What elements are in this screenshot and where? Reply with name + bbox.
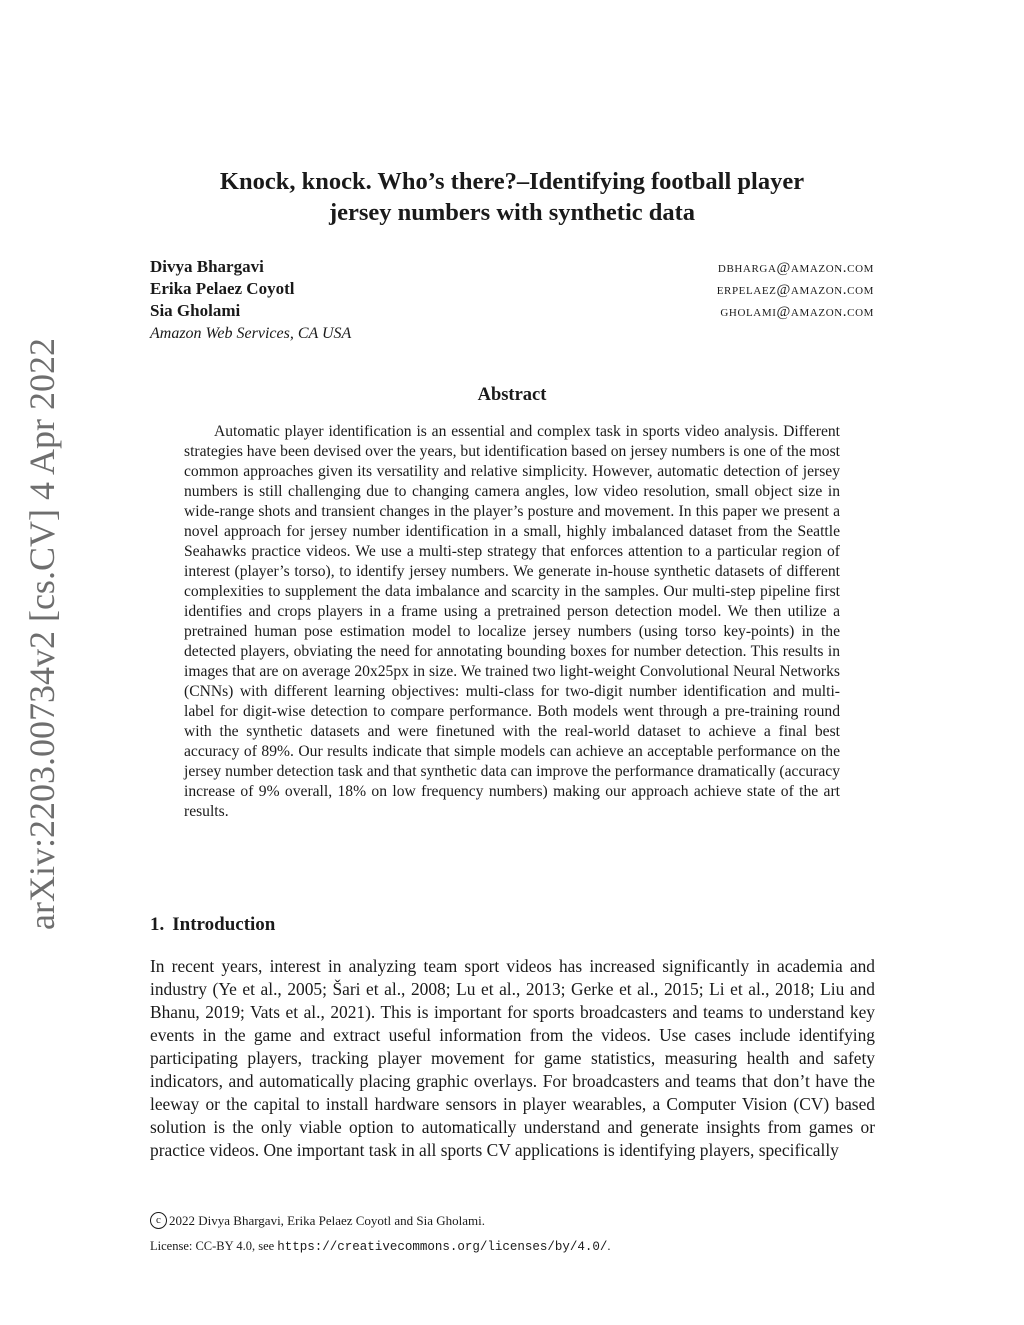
license-prefix: License: CC-BY 4.0, see — [150, 1239, 278, 1253]
author-row — [150, 257, 874, 279]
abstract-heading: Abstract — [477, 385, 547, 405]
title-line-1: Knock, knock. Who’s there?–Identifying football player — [219, 168, 805, 195]
author-block — [150, 257, 874, 343]
author-name: Divya Bhargavi — [150, 257, 264, 276]
copyright-icon: c — [150, 1212, 167, 1229]
license-suffix: . — [607, 1239, 611, 1253]
copyright-line — [150, 1212, 874, 1229]
license-line — [150, 1239, 874, 1254]
introduction-text: In recent years, interest in analyzing team sport videos has increased significantly in academia and industry (Ye et al., 2005; Šari et al., 2008; Lu et al., 2013; Gerke et al., 2015; Li et al., 2018; Liu and Bhanu, 2019; Vats et al., 2021). This is important for sports broadcasters and teams to understand key events in the game and extract useful information from the videos. Use cases include identifying participating players, tracking player movement for game statistics, measuring health and safety indicators, and automatically placing graphic overlays. For broadcasters and teams that don’t have the leeway or the capital to install hardware sensors in player wearables, a Computer Vision (CV) based solution is the only viable option to automatically understand and generate insights from games or practice videos. One important task in all sports CV applications is identifying players, specifically — [150, 956, 875, 1160]
abstract-text: Automatic player identification is an essential and complex task in sports video analysis. Different strategies have been devised over the years, but identification based on jersey numbers is one of the most common approaches given its versatility and relative simplicity. However, automatic detection of jersey numbers is still challenging due to changing camera angles, low video resolution, small object size in wide-range shots and transient changes in the player’s posture and movement. In this paper we present a novel approach for jersey number identification in a small, highly imbalanced dataset from the Seattle Seahawks practice videos. We use a multi-step strategy that enforces attention to a particular region of interest (player’s torso), to identify jersey numbers. We generate in-house synthetic datasets of different complexities to supplement the data imbalance and scarcity in the samples. Our multi-step pipeline first identifies and crops players in a frame using a pretrained person detection model. We then utilize a pretrained human pose estimation model to localize jersey numbers (using torso key-points) in the detected players, obviating the need for annotating bounding boxes for number detection. This results in images that are on average 20x25px in size. We trained two light-weight Convolutional Neural Networks (CNNs) with different learning objectives: multi-class for two-digit number identification and multi-label for digit-wise detection to compare performance. Both models went through a pre-training round with the synthetic datasets and were finetuned with the real-world dataset to achieve a final best accuracy of 89%. Our results indicate that simple models can achieve an acceptable performance on the jersey number detection task and that synthetic data can improve the performance dramatically (accuracy increase of 9% overall, 18% on low frequency numbers) making our approach achieve state of the art results. — [184, 423, 840, 820]
license-link[interactable]: https://creativecommons.org/licenses/by/4.0/ — [277, 1240, 608, 1254]
author-row — [150, 301, 874, 323]
author-name: Erika Pelaez Coyotl — [150, 279, 295, 298]
page-footer — [150, 1212, 874, 1254]
author-email[interactable]: erpelaez@amazon.com — [716, 282, 874, 298]
affiliation: Amazon Web Services, CA USA — [150, 325, 352, 342]
author-row — [150, 279, 874, 301]
author-email[interactable]: gholami@amazon.com — [720, 304, 874, 320]
section-title: Introduction — [172, 914, 276, 935]
copyright-text: 2022 Divya Bhargavi, Erika Pelaez Coyotl and Sia Gholami. — [169, 1212, 486, 1228]
paper-title — [150, 166, 874, 228]
section-number: 1. — [150, 914, 165, 935]
author-name: Sia Gholami — [150, 301, 241, 320]
section-heading-introduction — [150, 914, 283, 936]
title-line-2: jersey numbers with synthetic data — [328, 199, 696, 226]
arxiv-identifier[interactable]: arXiv:2203.00734v2 [cs.CV] 4 Apr 2022 — [22, 338, 62, 930]
author-email[interactable]: dbharga@amazon.com — [717, 260, 874, 276]
